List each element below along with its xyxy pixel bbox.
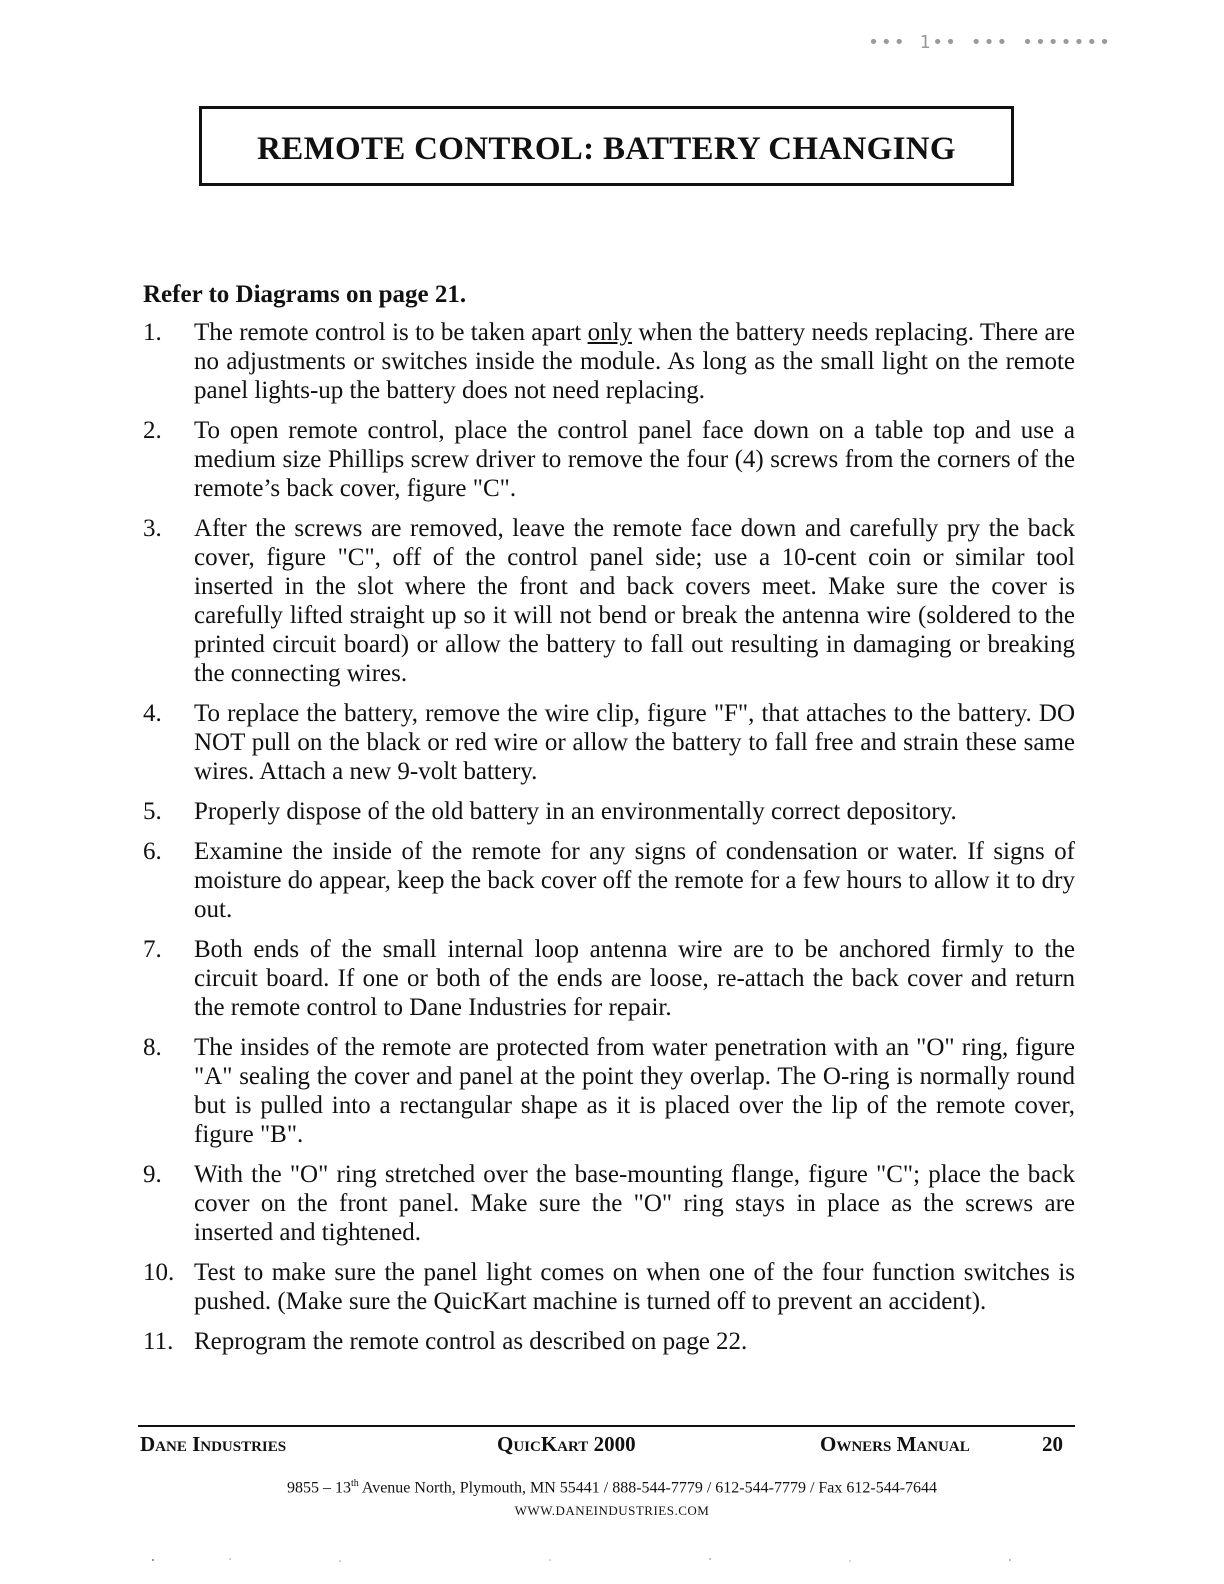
step-text: With the "O" ring stretched over the base-mounting flange, figure "C"; place the back cover on the front panel. Make sure the "O" ring stays in place as the screws are inserted and tightened. (194, 1161, 1075, 1246)
step-number: 1. (143, 319, 162, 346)
step-number: 5. (143, 798, 162, 825)
footer-divider (138, 1425, 1075, 1427)
list-item (143, 837, 1075, 924)
list-item (143, 1327, 1075, 1356)
list-item (143, 514, 1075, 688)
step-number: 11. (143, 1328, 174, 1355)
list-item (143, 935, 1075, 1022)
step-number: 9. (143, 1161, 162, 1188)
intro-reference: Refer to Diagrams on page 21. (143, 281, 467, 308)
list-item (143, 1033, 1075, 1149)
instruction-list (143, 318, 1075, 1367)
footer-address: 9855 – 13th Avenue North, Plymouth, MN 55441 / 888-544-7779 / 612-544-7779 / Fax 612-544-7644 (286, 1478, 938, 1497)
step-number: 7. (143, 936, 162, 963)
page-title: REMOTE CONTROL: BATTERY CHANGING (257, 131, 956, 167)
step-text: To open remote control, place the control panel face down on a table top and use a medium size Phillips screw driver to remove the four (4) screws from the corners of the remote’s back cover, figure "C". (194, 417, 1075, 502)
step-text: Both ends of the small internal loop antenna wire are to be anchored firmly to the circuit board. If one or both of the ends are loose, re-attach the back cover and return the remote control to Dane Industries for repair. (194, 936, 1075, 1021)
step-text: Test to make sure the panel light comes on when one of the four function switches is pushed. (Make sure the QuicKart machine is turned off to prevent an accident). (194, 1259, 1075, 1315)
title-box (199, 106, 1014, 186)
step-number: 6. (143, 838, 162, 865)
list-item (143, 416, 1075, 503)
footer-product: QuicKart 2000 (497, 1432, 636, 1456)
list-item (143, 699, 1075, 786)
step-text: The insides of the remote are protected from water penetration with an "O" ring, figure "A" sealing the cover and panel at the point they overlap. The O-ring is normally round but is pulled into a rectangular shape as it is placed over the lip of the remote cover, figure "B". (194, 1034, 1075, 1148)
footer-company: Dane Industries (140, 1432, 287, 1456)
page-number: 20 (1042, 1432, 1063, 1456)
step-number: 4. (143, 700, 162, 727)
step-number: 3. (143, 515, 162, 542)
list-item (143, 1258, 1075, 1316)
footer-website: WWW.DANEINDUSTRIES.COM (514, 1503, 710, 1518)
step-text: Reprogram the remote control as described on page 22. (194, 1328, 748, 1355)
footer-manual: Owners Manual (820, 1432, 970, 1456)
step-number: 10. (143, 1259, 175, 1286)
fax-header-smudge: ••• 1•• ••• ••••••• (868, 32, 1112, 53)
step-text: Properly dispose of the old battery in an environmentally correct depository. (194, 798, 957, 825)
emphasis-only: only (587, 319, 633, 346)
step-number: 2. (143, 417, 162, 444)
scan-noise (150, 1556, 1080, 1564)
list-item (143, 797, 1075, 826)
step-text: To replace the battery, remove the wire clip, figure "F", that attaches to the battery. DO NOT pull on the black or red wire or allow the battery to fall free and strain these same wires. Attach a new 9-volt battery. (194, 700, 1075, 785)
list-item (143, 318, 1075, 405)
step-text: The remote control is to be taken apart only when the battery needs replacing. There are no adjustments or switches inside the module. As long as the small light on the remote panel lights-up the battery does not need replacing. (194, 319, 1075, 404)
step-number: 8. (143, 1034, 162, 1061)
step-text: After the screws are removed, leave the remote face down and carefully pry the back cover, figure "C", off of the control panel side; use a 10-cent coin or similar tool inserted in the slot where the front and back covers meet. Make sure the cover is carefully lifted straight up so it will not bend or break the antenna wire (soldered to the printed circuit board) or allow the battery to fall out resulting in damaging or breaking the connecting wires. (194, 515, 1075, 687)
step-text: Examine the inside of the remote for any signs of condensation or water. If signs of moisture do appear, keep the back cover off the remote for a few hours to allow it to dry out. (194, 838, 1075, 923)
list-item (143, 1160, 1075, 1247)
